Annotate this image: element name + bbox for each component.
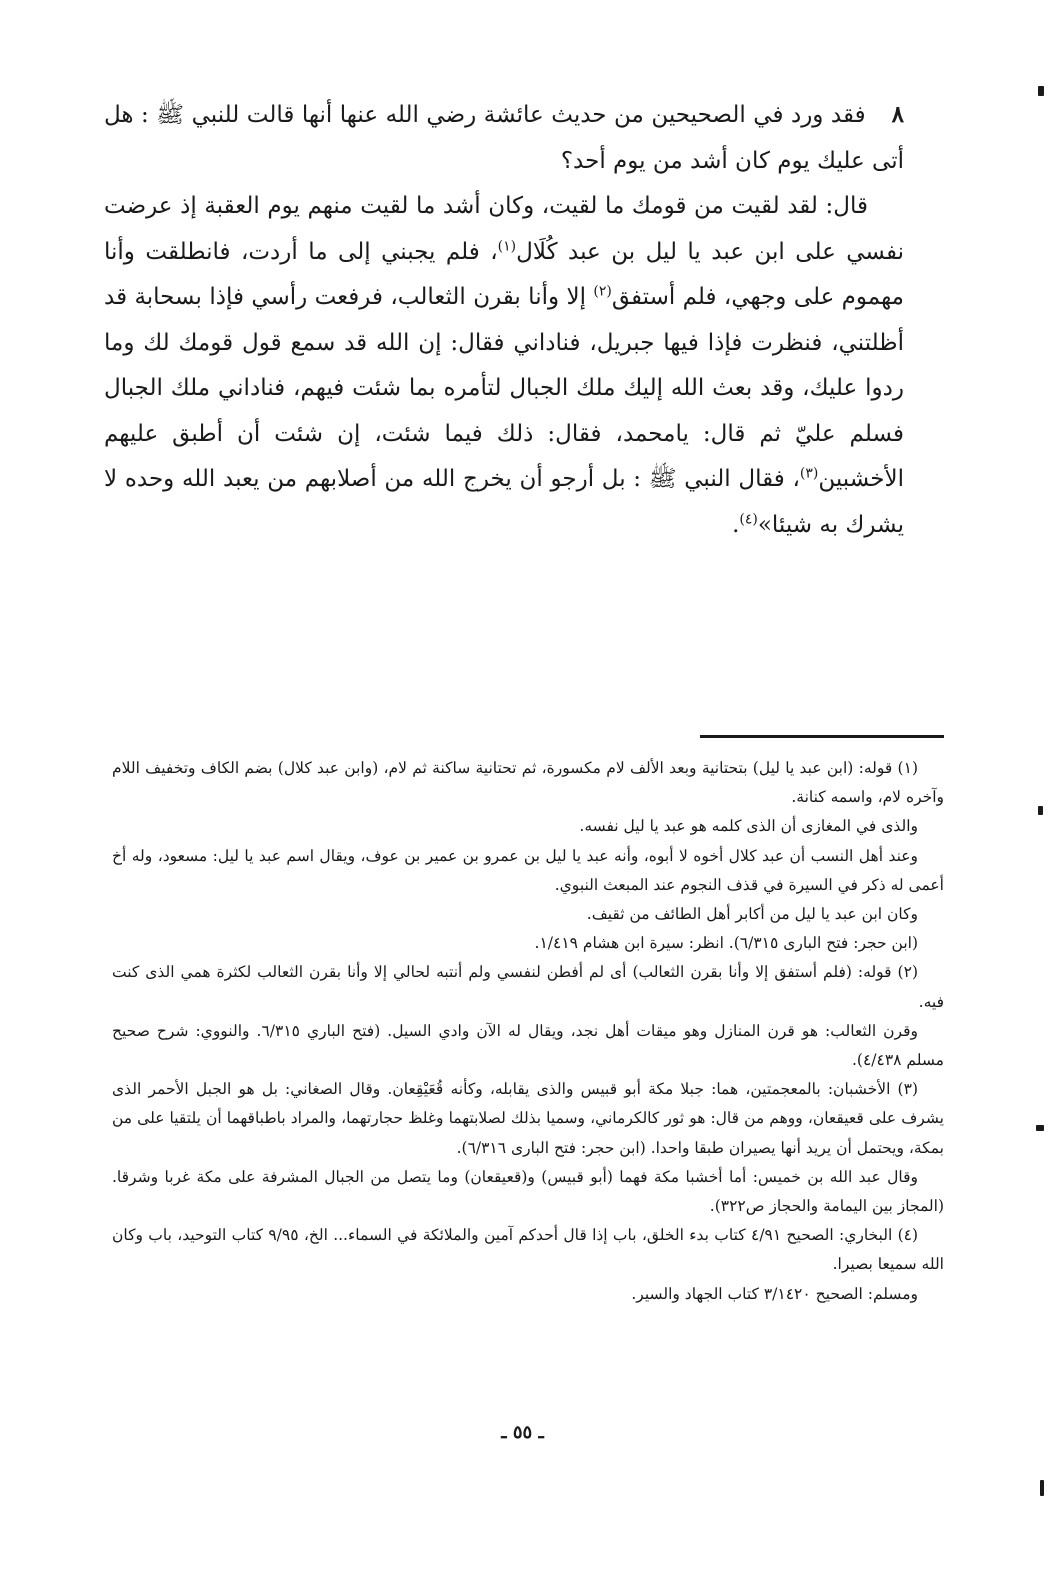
hadith-answer-3: إلا وأنا بقرن الثعالب، فرفعت رأسي فإذا بسحابة قد أظلتني، فنظرت فإذا فيها جبريل، فناداني فقال: إن الله قد سمع قول قومك لك وما ردوا عليك، وقد بعث الله إليك ملك الجبال لتأمره بما شئت فيهم، فناداني ملك الجبال فسلم عليّ ثم قال: يامحمد، فقال: ذلك فيما شئت، إن شئت أن أطبق عليهم الأخشبين	[104, 284, 904, 492]
footnote-ref-1: (١)	[497, 237, 517, 254]
footnote-line: (٤) البخاري: الصحيح ٤/٩١ كتاب بدء الخلق، باب إذا قال أحدكم آمين والملائكة في السماء... الخ، ٩/٩٥ كتاب التوحيد، باب وكان الله سميعا بصيرا.	[112, 1226, 944, 1274]
hadith-end: .	[732, 511, 740, 538]
footnote-ref-4: (٤)	[739, 510, 758, 527]
footnote-line: (٣) الأخشبان: بالمعجمتين، هما: جبلا مكة أبو قبيس والذى يقابله، وكأنه قُعَيْقِعان. وقال الصغاني: بل هو الجبل الأحمر الذى يشرف على قعيقعان، ووهم من قال: هو ثور كالكرماني، وسميا بذلك لصلابتهما وغلظ حجارتهما، والمراد باطباقهما أن يلتقيا على من بمكة، ويحتمل أن يريد أنها يصيران طبقا واحدا. (ابن حجر: فتح البارى ٦/٣١٦).	[112, 1080, 944, 1157]
scan-edge-mark	[1036, 1125, 1044, 1131]
footnote-line: (١) قوله: (ابن عبد يا ليل) بتحتانية وبعد الألف لام مكسورة، ثم تحتانية ساكنة ثم لام، (وابن عبد كلال) بضم الكاف وتخفيف اللام وآخره لام، واسمه كنانة.	[112, 759, 944, 807]
footnote-line: والذى في المغازى أن الذى كلمه هو عبد يا ليل نفسه.	[579, 817, 918, 836]
footnote-line: وقرن الثعالب: هو قرن المنازل وهو ميقات أهل نجد، ويقال له الآن وادي السيل. (فتح الباري ٦/٣١٥. والنووي: شرح صحيح مسلم ٤/٤٣٨).	[112, 1021, 944, 1070]
footnote-line: وعند أهل النسب أن عبد كلال أخوه لا أبوه، وأنه عبد يا ليل بن عمرو بن عمير بن عوف، ويقال اسم عبد يا ليل: مسعود، وله أخ أعمى له ذكر في السيرة في قذف النجوم عند المبعث النبوي.	[112, 846, 944, 894]
main-text	[104, 92, 904, 548]
footnote-line: (٢) قوله: (فلم أستفق إلا وأنا بقرن الثعالب) أى لم أفطن لنفسي ولم أنتبه لحالي إلا وأنا بقرن الثعالب لكثرة همي الذى كنت فيه.	[112, 963, 944, 1011]
scan-edge-mark	[1038, 86, 1044, 96]
hadith-answer-1: قال: لقد لقيت من قومك ما لقيت، وكان أشد ما لقيت منهم يوم العقبة إذ عرضت نفسي على ابن عبد يا ليل بن عبد كُلَال	[104, 193, 904, 265]
scan-edge-mark	[1038, 806, 1043, 815]
footnote-line: وكان ابن عبد يا ليل من أكابر أهل الطائف من ثقيف.	[586, 905, 918, 924]
footnote-line: ومسلم: الصحيح ٣/١٤٢٠ كتاب الجهاد والسير.	[631, 1284, 918, 1303]
footnote-ref-3: (٣)	[799, 465, 819, 482]
footnote-line: (ابن حجر: فتح البارى ٦/٣١٥). انظر: سيرة ابن هشام ١/٤١٩.	[534, 934, 918, 953]
hadith-intro-paragraph	[104, 92, 904, 184]
hadith-answer-4: ، فقال النبي ﷺ : بل أرجو أن يخرج الله من أصلابهم من يعبد الله وحده لا يشرك به شيئا»	[104, 466, 904, 538]
hadith-intro: فقد ورد في الصحيحين من حديث عائشة رضي الله عنها أنها قالت للنبي ﷺ : هل أتى عليك يوم كان أشد من يوم أحد؟	[104, 102, 904, 174]
footnote-separator	[700, 735, 944, 738]
footnote-ref-2: (٢)	[593, 283, 612, 300]
hadith-answer-paragraph	[104, 184, 904, 548]
hadith-answer-2: ، فلم يجبني إلى ما أردت، فانطلقت وأنا مهموم على وجهي، فلم أستفق	[104, 238, 905, 310]
footnote-line: وقال عبد الله بن خميس: أما أخشبا مكة فهما (أبو قبيس) و(قعيقعان) وما يتصل من الجبال المشرفة على مكة غربا وشرقا. (المجاز بين اليمامة والحجاز ص٣٢٢).	[112, 1167, 944, 1216]
scan-edge-mark	[1040, 1480, 1044, 1496]
item-number: ٨	[891, 101, 904, 128]
footnotes	[112, 754, 944, 1309]
page-number: ـ ٥٥ ـ	[501, 1422, 544, 1443]
